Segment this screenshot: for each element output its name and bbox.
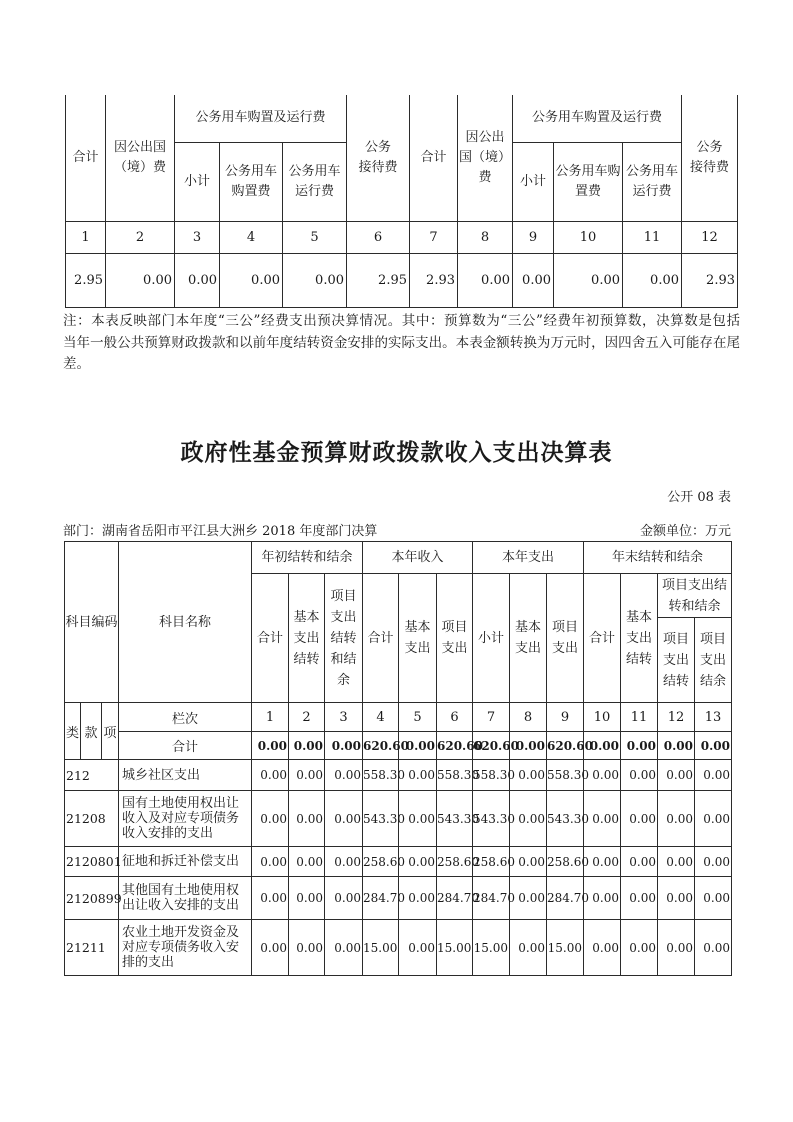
table-row: [65, 791, 732, 847]
header-vehicle-operation: 公务用车 运行费: [623, 142, 682, 221]
amount-cell: 15.00: [547, 920, 584, 976]
column-number: 4: [220, 221, 283, 253]
subject-code-cell: 2120899: [65, 877, 119, 920]
amount-cell: 0.00: [510, 877, 547, 920]
header-expense-basic: 基本 支出: [510, 574, 547, 703]
header-kuan: 款: [81, 703, 102, 760]
total-amount-cell: 0.00: [325, 732, 363, 760]
amount-cell: 0.00: [252, 847, 289, 877]
header-xiang: 项: [102, 703, 119, 760]
column-number: 12: [658, 703, 695, 732]
header-vehicle-purchase: 公务用车购 置费: [554, 142, 623, 221]
header-closing-project-group: 项目支出结 转和结余: [658, 574, 732, 618]
amount-cell: 0.00: [175, 253, 220, 307]
header-lei: 类: [65, 703, 81, 760]
amount-cell: 2.95: [347, 253, 410, 307]
header-vehicle-subtotal: 小计: [175, 142, 220, 221]
total-amount-cell: 0.00: [695, 732, 732, 760]
total-amount-cell: 0.00: [658, 732, 695, 760]
amount-cell: 0.00: [658, 760, 695, 791]
amount-cell: 0.00: [399, 791, 437, 847]
column-number: 11: [621, 703, 658, 732]
amount-cell: 15.00: [473, 920, 510, 976]
header-closing-project-balance: 项目 支出 结余: [695, 618, 732, 703]
header-subject-name: 科目名称: [119, 542, 252, 703]
amount-cell: 0.00: [289, 760, 325, 791]
amount-cell: 0.00: [289, 847, 325, 877]
amount-cell: 258.60: [473, 847, 510, 877]
amount-cell: 0.00: [510, 920, 547, 976]
amount-cell: 0.00: [510, 847, 547, 877]
column-number: 8: [510, 703, 547, 732]
header-opening-balance: 年初结转和结余: [252, 542, 363, 574]
note-line: 差。: [63, 356, 90, 372]
amount-cell: 258.60: [547, 847, 584, 877]
amount-cell: 0.00: [658, 847, 695, 877]
header-closing-basic: 基本 支出 结转: [621, 574, 658, 703]
header-vehicle-group: 公务用车购置及运行费: [175, 95, 347, 142]
header-income-basic: 基本 支出: [399, 574, 437, 703]
header-overseas: 因公出 国（境） 费: [458, 95, 513, 221]
header-income-project: 项目 支出: [437, 574, 473, 703]
header-expense-project: 项目 支出: [547, 574, 584, 703]
amount-cell: 0.00: [695, 847, 732, 877]
subject-name-cell: 征地和拆迁补偿支出: [119, 847, 252, 877]
column-number: 11: [623, 221, 682, 253]
amount-cell: 0.00: [621, 847, 658, 877]
table-note: [63, 311, 740, 376]
amount-cell: 0.00: [584, 920, 621, 976]
total-amount-cell: 620.60: [363, 732, 399, 760]
column-number: 10: [554, 221, 623, 253]
amount-cell: 0.00: [510, 760, 547, 791]
column-number-row: [66, 221, 738, 253]
header-subject-code: 科目编码: [65, 542, 119, 703]
total-amount-cell: 0.00: [399, 732, 437, 760]
column-number: 5: [283, 221, 347, 253]
amount-cell: 0.00: [325, 877, 363, 920]
total-amount-cell: 0.00: [510, 732, 547, 760]
subject-name-cell: 城乡社区支出: [119, 760, 252, 791]
amount-cell: 543.30: [547, 791, 584, 847]
amount-cell: 543.30: [437, 791, 473, 847]
column-number: 12: [682, 221, 738, 253]
total-amount-cell: 620.60: [473, 732, 510, 760]
amount-cell: 0.00: [621, 920, 658, 976]
amount-cell: 15.00: [363, 920, 399, 976]
total-amount-cell: 0.00: [289, 732, 325, 760]
total-amount-cell: 0.00: [621, 732, 658, 760]
column-number: 1: [252, 703, 289, 732]
amount-cell: 2.95: [66, 253, 106, 307]
header-opening-project: 项目 支出 结转 和结 余: [325, 574, 363, 703]
column-number: 1: [66, 221, 106, 253]
subject-name-cell: 其他国有土地使用权 出让收入安排的支出: [119, 877, 252, 920]
header-expense-subtotal: 小计: [473, 574, 510, 703]
amount-cell: 0.00: [584, 760, 621, 791]
header-income-total: 合计: [363, 574, 399, 703]
amount-cell: 0.00: [252, 877, 289, 920]
amount-cell: 0.00: [325, 847, 363, 877]
amount-cell: 2.93: [410, 253, 458, 307]
table-code: 公开 08 表: [667, 490, 731, 505]
header-opening-basic: 基本 支出 结转: [289, 574, 325, 703]
subject-name-cell: 农业土地开发资金及 对应专项债务收入安 排的支出: [119, 920, 252, 976]
header-closing-balance: 年末结转和结余: [584, 542, 732, 574]
amount-cell: 0.00: [283, 253, 347, 307]
column-number: 9: [513, 221, 554, 253]
amount-cell: 0.00: [289, 791, 325, 847]
subject-code-cell: 212: [65, 760, 119, 791]
subject-code-cell: 21211: [65, 920, 119, 976]
amount-cell: 0.00: [399, 760, 437, 791]
page-title: 政府性基金预算财政拨款收入支出决算表: [180, 440, 613, 466]
header-vehicle-group: 公务用车购置及运行费: [513, 95, 682, 142]
amount-cell: 0.00: [252, 920, 289, 976]
subject-code-cell: 2120801: [65, 847, 119, 877]
amount-cell: 0.00: [510, 791, 547, 847]
amount-cell: 0.00: [621, 791, 658, 847]
amount-cell: 0.00: [658, 877, 695, 920]
amount-cell: 0.00: [289, 920, 325, 976]
amount-cell: 0.00: [623, 253, 682, 307]
header-current-expense: 本年支出: [473, 542, 584, 574]
amount-cell: 0.00: [695, 920, 732, 976]
header-vehicle-purchase: 公务用车 购置费: [220, 142, 283, 221]
column-number: 7: [473, 703, 510, 732]
total-amount-cell: 620.60: [547, 732, 584, 760]
header-total: 合计: [66, 95, 106, 221]
header-vehicle-subtotal: 小计: [513, 142, 554, 221]
amount-cell: 0.00: [621, 877, 658, 920]
amount-unit-label: 金额单位：万元: [639, 524, 731, 539]
amount-cell: 558.30: [437, 760, 473, 791]
column-number: 3: [325, 703, 363, 732]
amount-cell: 0.00: [289, 877, 325, 920]
amount-cell: 0.00: [220, 253, 283, 307]
column-number: 9: [547, 703, 584, 732]
amount-cell: 0.00: [695, 760, 732, 791]
amount-cell: 258.60: [437, 847, 473, 877]
column-number: 2: [289, 703, 325, 732]
amount-cell: 0.00: [584, 791, 621, 847]
column-number: 7: [410, 221, 458, 253]
subject-code-cell: 21208: [65, 791, 119, 847]
amount-cell: 284.70: [437, 877, 473, 920]
three-public-expenses-table: [65, 95, 738, 308]
table-body: [65, 760, 732, 976]
amount-cell: 0.00: [584, 847, 621, 877]
column-number: 6: [437, 703, 473, 732]
amount-cell: 558.30: [547, 760, 584, 791]
header-total: 合计: [410, 95, 458, 221]
table-row: [65, 920, 732, 976]
subject-name-cell: 国有土地使用权出让 收入及对应专项债务 收入安排的支出: [119, 791, 252, 847]
column-index-label: 栏次: [119, 703, 252, 732]
amount-cell: 0.00: [513, 253, 554, 307]
header-opening-total: 合计: [252, 574, 289, 703]
column-number: 13: [695, 703, 732, 732]
amount-cell: 258.60: [363, 847, 399, 877]
total-amount-cell: 0.00: [584, 732, 621, 760]
amount-cell: 543.30: [363, 791, 399, 847]
amount-cell: 558.30: [473, 760, 510, 791]
total-amount-cell: 0.00: [252, 732, 289, 760]
amount-cell: 284.70: [363, 877, 399, 920]
table-row: [66, 253, 738, 307]
amount-cell: 0.00: [252, 760, 289, 791]
amount-cell: 0.00: [621, 760, 658, 791]
amount-cell: 284.70: [547, 877, 584, 920]
header-closing-total: 合计: [584, 574, 621, 703]
total-amount-cell: 620.60: [437, 732, 473, 760]
column-number: 3: [175, 221, 220, 253]
header-row: [65, 542, 732, 574]
column-number: 6: [347, 221, 410, 253]
amount-cell: 0.00: [658, 920, 695, 976]
amount-cell: 558.30: [363, 760, 399, 791]
government-fund-table: [64, 541, 732, 976]
amount-cell: 0.00: [399, 920, 437, 976]
amount-cell: 0.00: [458, 253, 513, 307]
amount-cell: 0.00: [695, 877, 732, 920]
header-row: [66, 95, 738, 142]
amount-cell: 0.00: [399, 877, 437, 920]
header-reception: 公务 接待费: [347, 95, 410, 221]
total-row: [65, 732, 732, 760]
note-line: 注：本表反映部门本年度“三公”经费支出预决算情况。其中：预算数为“三公”经费年初预算数，决算数是包括: [63, 313, 740, 329]
header-closing-project-carry: 项目 支出 结转: [658, 618, 695, 703]
amount-cell: 0.00: [325, 791, 363, 847]
department-label: 部门：湖南省岳阳市平江县大洲乡 2018 年度部门决算: [63, 524, 378, 539]
amount-cell: 284.70: [473, 877, 510, 920]
amount-cell: 0.00: [252, 791, 289, 847]
amount-cell: 0.00: [399, 847, 437, 877]
table-row: [65, 877, 732, 920]
amount-cell: 0.00: [106, 253, 175, 307]
header-overseas: 因公出国 （境）费: [106, 95, 175, 221]
column-number: 2: [106, 221, 175, 253]
column-number: 4: [363, 703, 399, 732]
header-reception: 公务 接待费: [682, 95, 738, 221]
column-number: 8: [458, 221, 513, 253]
amount-cell: 0.00: [554, 253, 623, 307]
table-row: [65, 760, 732, 791]
total-row-label: 合计: [119, 732, 252, 760]
table-row: [65, 847, 732, 877]
header-current-income: 本年收入: [363, 542, 473, 574]
column-number: 5: [399, 703, 437, 732]
amount-cell: 15.00: [437, 920, 473, 976]
amount-cell: 0.00: [325, 920, 363, 976]
amount-cell: 0.00: [695, 791, 732, 847]
amount-cell: 0.00: [658, 791, 695, 847]
amount-cell: 0.00: [325, 760, 363, 791]
header-vehicle-operation: 公务用车 运行费: [283, 142, 347, 221]
amount-cell: 543.30: [473, 791, 510, 847]
note-line: 当年一般公共预算财政拨款和以前年度结转资金安排的实际支出。本表金额转换为万元时，因四舍五入可能存在尾: [63, 334, 740, 351]
amount-cell: 2.93: [682, 253, 738, 307]
column-number: 10: [584, 703, 621, 732]
amount-cell: 0.00: [584, 877, 621, 920]
column-number-row: [65, 703, 732, 732]
